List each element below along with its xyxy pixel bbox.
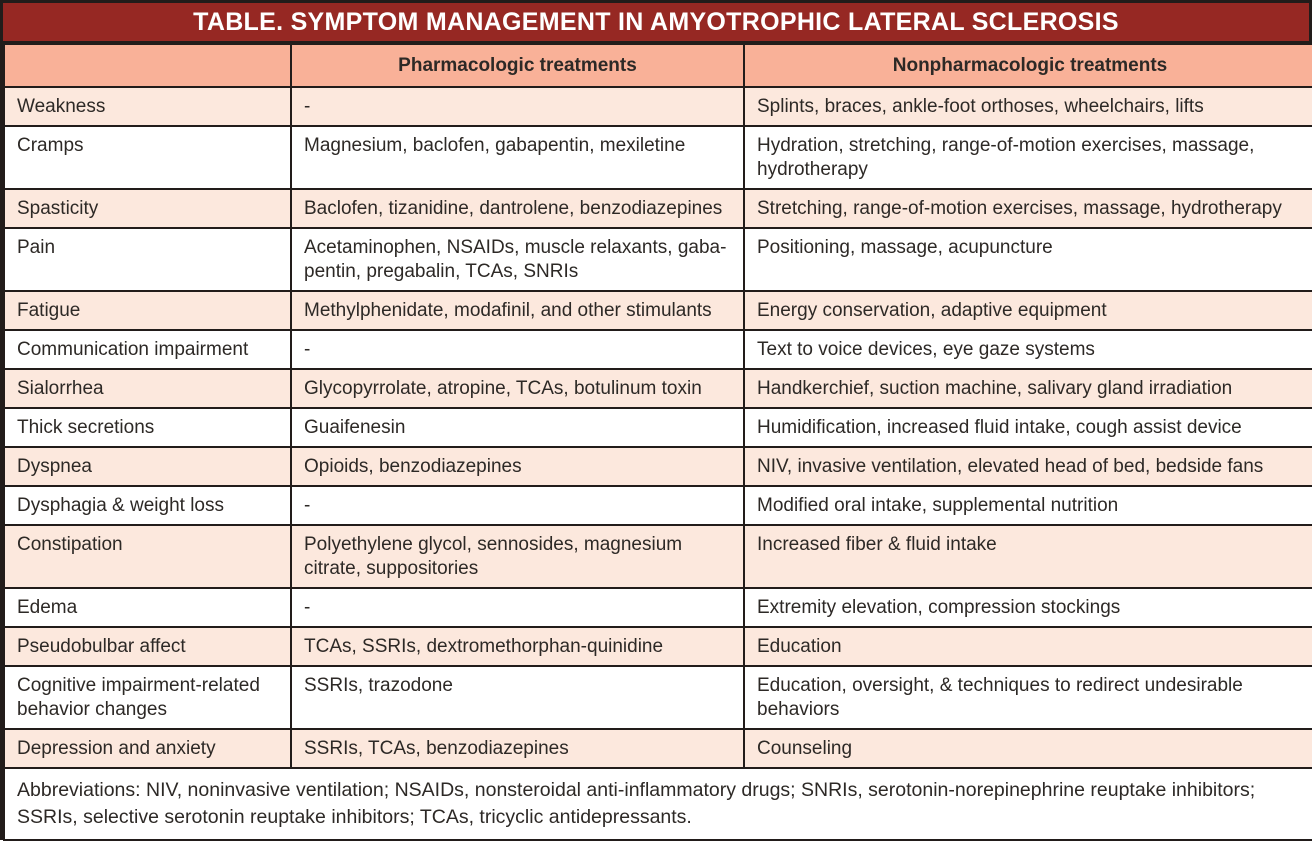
- nonpharmacologic-cell: Stretching, range-of-motion exercises, massage, hydrotherapy: [744, 189, 1312, 228]
- nonpharmacologic-cell: Humidification, increased fluid intake, cough assist device: [744, 408, 1312, 447]
- header-row: [4, 44, 1312, 87]
- pharmacologic-cell: -: [291, 588, 744, 627]
- symptom-cell: Edema: [4, 588, 291, 627]
- column-header-nonpharmacologic: Nonpharmacologic treatments: [744, 44, 1312, 87]
- pharmacologic-cell: Methylphenidate, modafinil, and other stimulants: [291, 291, 744, 330]
- pharmacologic-cell: Polyethylene glycol, sennosides, magnesium citrate, suppositories: [291, 525, 744, 588]
- symptom-cell: Weakness: [4, 87, 291, 126]
- pharmacologic-cell: -: [291, 330, 744, 369]
- column-header-symptom: [4, 44, 291, 87]
- symptom-cell: Dyspnea: [4, 447, 291, 486]
- symptom-cell: Dysphagia & weight loss: [4, 486, 291, 525]
- nonpharmacologic-cell: NIV, invasive ventilation, elevated head of bed, bedside fans: [744, 447, 1312, 486]
- abbreviations-note: Abbreviations: NIV, noninvasive ventilation; NSAIDs, nonsteroidal anti-inflammatory drugs; SNRIs, serotonin-norepinephrine reuptake inhibitors; SSRIs, selective serotonin reuptake inhibitors; TCAs, tricyclic antidepressants.: [4, 768, 1312, 840]
- pharmacologic-cell: SSRIs, TCAs, benzodiazepines: [291, 729, 744, 768]
- pharmacologic-cell: -: [291, 486, 744, 525]
- pharmacologic-cell: TCAs, SSRIs, dextromethorphan-quinidine: [291, 627, 744, 666]
- nonpharmacologic-cell: Text to voice devices, eye gaze systems: [744, 330, 1312, 369]
- nonpharmacologic-cell: Hydration, stretching, range-of-motion exercises, massage, hydrotherapy: [744, 126, 1312, 189]
- pharmacologic-cell: Glycopyrrolate, atropine, TCAs, botulinum toxin: [291, 369, 744, 408]
- table-row: [4, 588, 1312, 627]
- symptom-cell: Thick secretions: [4, 408, 291, 447]
- pharmacologic-cell: -: [291, 87, 744, 126]
- table-row: [4, 87, 1312, 126]
- table-row: [4, 228, 1312, 291]
- table-row: [4, 126, 1312, 189]
- footnote-row: [4, 768, 1312, 840]
- nonpharmacologic-cell: Increased fiber & fluid intake: [744, 525, 1312, 588]
- symptom-cell: Pain: [4, 228, 291, 291]
- symptom-cell: Spasticity: [4, 189, 291, 228]
- column-header-pharmacologic: Pharmacologic treatments: [291, 44, 744, 87]
- pharmacologic-cell: Opioids, benzodiazepines: [291, 447, 744, 486]
- nonpharmacologic-cell: Energy conservation, adaptive equipment: [744, 291, 1312, 330]
- table-row: [4, 447, 1312, 486]
- symptom-cell: Depression and anxiety: [4, 729, 291, 768]
- nonpharmacologic-cell: Modified oral intake, supplemental nutrition: [744, 486, 1312, 525]
- pharmacologic-cell: Guaifenesin: [291, 408, 744, 447]
- pharmacologic-cell: Magnesium, baclofen, gabapentin, mexiletine: [291, 126, 744, 189]
- symptom-cell: Pseudobulbar affect: [4, 627, 291, 666]
- pharmacologic-cell: Acetaminophen, NSAIDs, muscle relaxants, gabapentin, pregabalin, TCAs, SNRIs: [291, 228, 744, 291]
- table-row: [4, 729, 1312, 768]
- table-title-bar: [3, 3, 1309, 43]
- nonpharmacologic-cell: Extremity elevation, compression stockings: [744, 588, 1312, 627]
- symptom-cell: Communication impairment: [4, 330, 291, 369]
- nonpharmacologic-cell: Education: [744, 627, 1312, 666]
- table-row: [4, 291, 1312, 330]
- table-row: [4, 525, 1312, 588]
- nonpharmacologic-cell: Handkerchief, suction machine, salivary gland irradiation: [744, 369, 1312, 408]
- symptom-table: [3, 43, 1312, 841]
- table-row: [4, 369, 1312, 408]
- symptom-cell: Cognitive impairment-related behavior changes: [4, 666, 291, 729]
- table-row: [4, 666, 1312, 729]
- nonpharmacologic-cell: Counseling: [744, 729, 1312, 768]
- symptom-cell: Constipation: [4, 525, 291, 588]
- table-row: [4, 408, 1312, 447]
- symptom-cell: Sialorrhea: [4, 369, 291, 408]
- symptom-cell: Cramps: [4, 126, 291, 189]
- table-title: TABLE. SYMPTOM MANAGEMENT IN AMYOTROPHIC LATERAL SCLEROSIS: [193, 7, 1119, 36]
- pharmacologic-cell: Baclofen, tizanidine, dantrolene, benzodiazepines: [291, 189, 744, 228]
- nonpharmacologic-cell: Splints, braces, ankle-foot orthoses, wheelchairs, lifts: [744, 87, 1312, 126]
- nonpharmacologic-cell: Positioning, massage, acupuncture: [744, 228, 1312, 291]
- table-row: [4, 189, 1312, 228]
- table-row: [4, 486, 1312, 525]
- symptom-cell: Fatigue: [4, 291, 291, 330]
- table-row: [4, 627, 1312, 666]
- nonpharmacologic-cell: Education, oversight, & techniques to redirect undesirable behaviors: [744, 666, 1312, 729]
- pharmacologic-cell: SSRIs, trazodone: [291, 666, 744, 729]
- table-row: [4, 330, 1312, 369]
